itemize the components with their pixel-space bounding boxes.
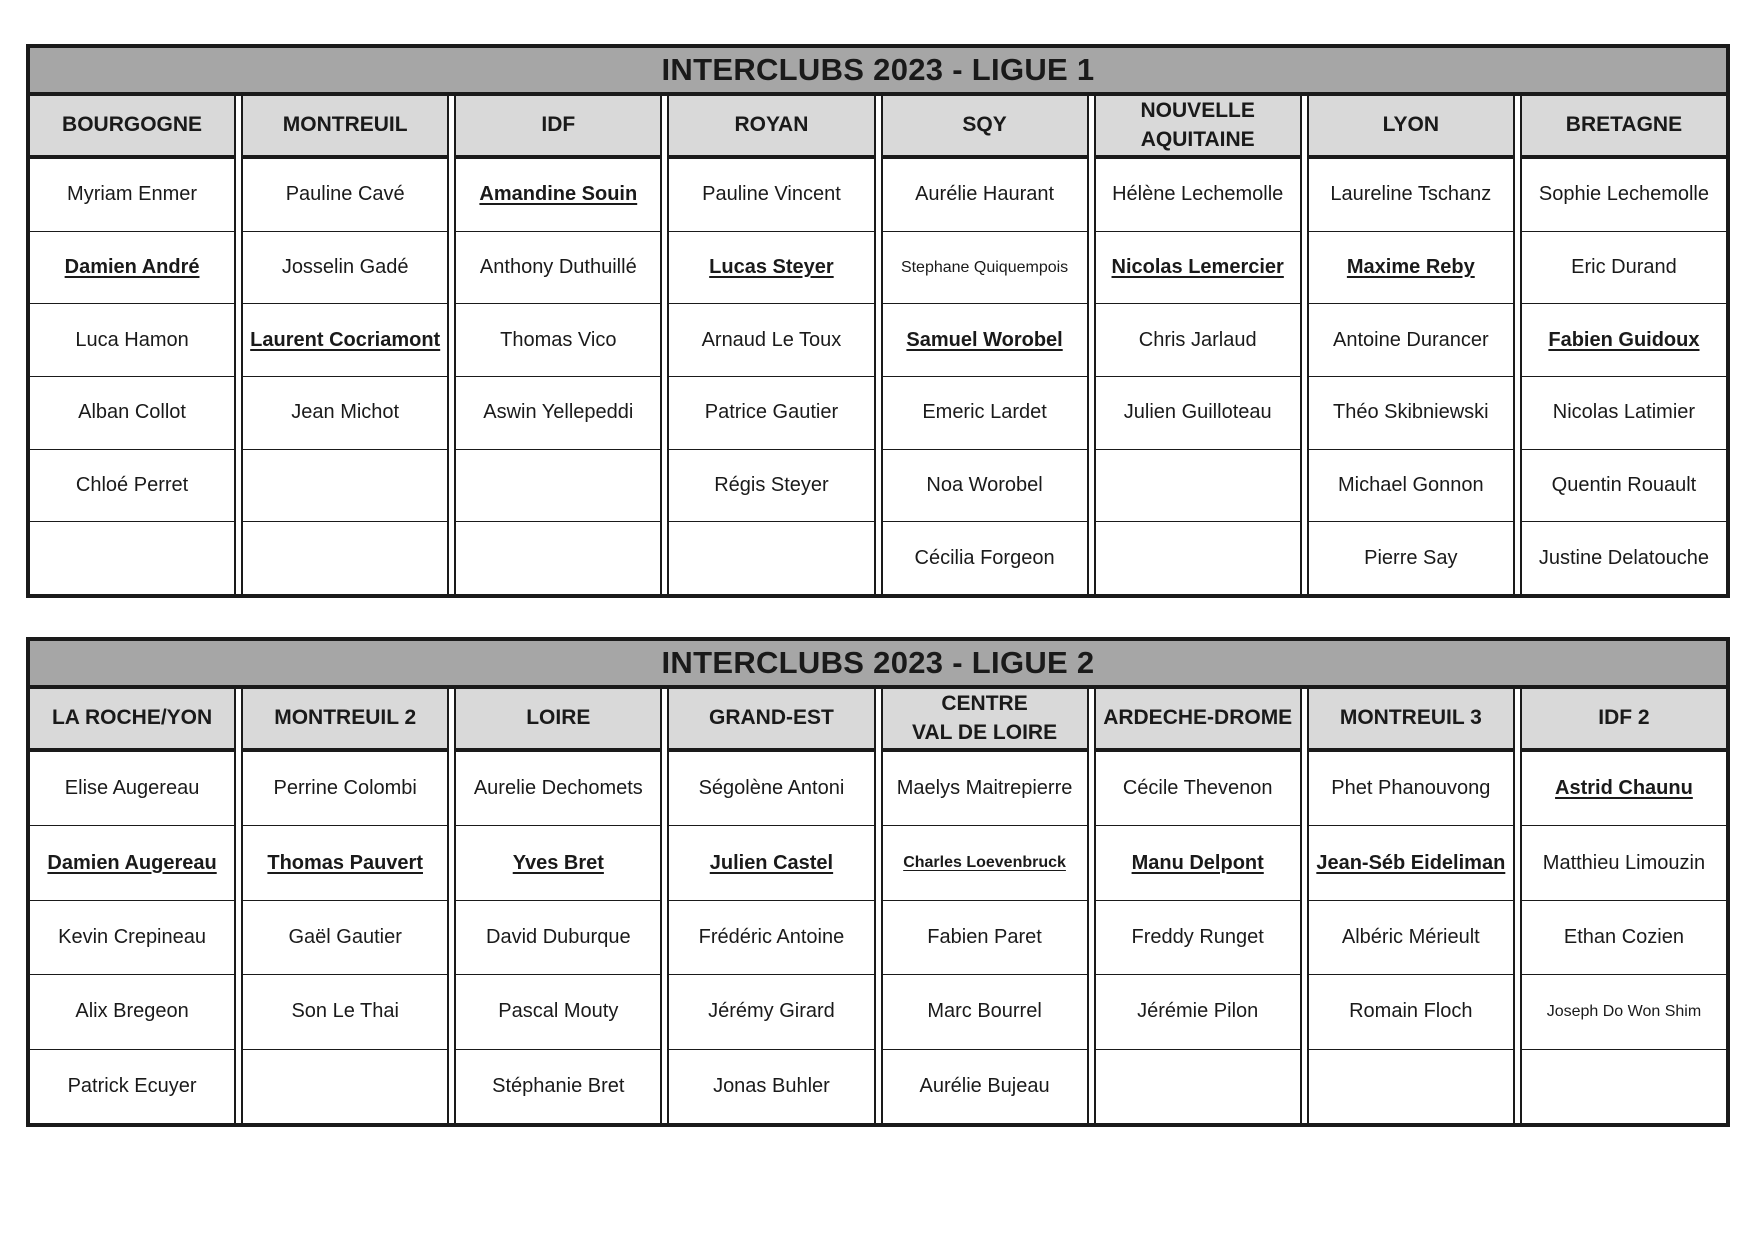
player-cell: Chloé Perret (30, 450, 234, 523)
player-cell-captain: Julien Castel (669, 826, 873, 900)
player-cell: Phet Phanouvong (1309, 752, 1513, 826)
team-name-header: SQY (883, 96, 1087, 159)
player-cell: Cécile Thevenon (1096, 752, 1300, 826)
player-cell: Antoine Durancer (1309, 304, 1513, 377)
player-cell: David Duburque (456, 901, 660, 975)
team-column (1307, 689, 1515, 1123)
player-cell: Thomas Vico (456, 304, 660, 377)
player-list (30, 159, 234, 594)
team-column (1520, 689, 1726, 1123)
player-list (1309, 159, 1513, 594)
player-cell-captain: Lucas Steyer (669, 232, 873, 305)
player-cell: Justine Delatouche (1538, 546, 1709, 569)
player-cell: Hélène Lechemolle (1096, 159, 1300, 232)
player-cell: Pascal Mouty (456, 975, 660, 1049)
team-column (881, 689, 1089, 1123)
player-list (1096, 752, 1300, 1123)
player-cell-captain: Fabien Guidoux (1522, 304, 1726, 377)
team-name-header: GRAND-EST (669, 689, 873, 752)
team-column (1094, 689, 1302, 1123)
player-cell: Jonas Buhler (713, 1074, 830, 1097)
player-cell: Anthony Duthuillé (456, 232, 660, 305)
empty-player-cell (456, 450, 660, 523)
team-name-header: IDF (456, 96, 660, 159)
player-list (1522, 159, 1726, 594)
player-list (1309, 752, 1513, 1123)
team-name-header: NOUVELLE AQUITAINE (1096, 96, 1300, 159)
player-cell: Freddy Runget (1096, 901, 1300, 975)
player-cell: Aswin Yellepeddi (456, 377, 660, 450)
player-cell: Perrine Colombi (243, 752, 447, 826)
empty-player-cell (1096, 522, 1300, 594)
player-cell-captain: Nicolas Lemercier (1096, 232, 1300, 305)
team-name-header: LYON (1309, 96, 1513, 159)
player-cell: Régis Steyer (669, 450, 873, 523)
player-cell: Nicolas Latimier (1522, 377, 1726, 450)
player-cell: Matthieu Limouzin (1522, 826, 1726, 900)
player-cell: Jean Michot (243, 377, 447, 450)
player-cell: Emeric Lardet (883, 377, 1087, 450)
player-cell: Kevin Crepineau (30, 901, 234, 975)
team-column (241, 689, 449, 1123)
player-cell: Josselin Gadé (243, 232, 447, 305)
league-title: INTERCLUBS 2023 - LIGUE 1 (30, 48, 1726, 96)
player-cell: Ethan Cozien (1522, 901, 1726, 975)
team-name-header: LOIRE (456, 689, 660, 752)
player-cell: Quentin Rouault (1522, 450, 1726, 523)
player-cell-captain: Jean-Séb Eideliman (1309, 826, 1513, 900)
player-cell-captain: Charles Loevenbruck (883, 826, 1087, 900)
player-list (669, 752, 873, 1123)
empty-player-cell (1096, 450, 1300, 523)
empty-player-cell (243, 1050, 447, 1123)
player-list (243, 159, 447, 594)
team-name-header: MONTREUIL 3 (1309, 689, 1513, 752)
player-cell-captain: Manu Delpont (1096, 826, 1300, 900)
player-cell: Stéphanie Bret (492, 1074, 625, 1097)
team-name-header: BOURGOGNE (30, 96, 234, 159)
empty-player-cell (30, 522, 234, 594)
player-cell-captain: Maxime Reby (1309, 232, 1513, 305)
player-cell: Alban Collot (30, 377, 234, 450)
team-columns (30, 96, 1726, 594)
player-cell: Elise Augereau (30, 752, 234, 826)
player-cell: Jérémy Girard (669, 975, 873, 1049)
team-column (667, 96, 875, 594)
team-name-header: LA ROCHE/YON (30, 689, 234, 752)
player-list (883, 159, 1087, 594)
player-cell: Son Le Thai (243, 975, 447, 1049)
empty-player-cell (243, 522, 447, 594)
player-cell: Arnaud Le Toux (669, 304, 873, 377)
player-cell-captain: Damien André (30, 232, 234, 305)
team-column (881, 96, 1089, 594)
player-cell-captain: Yves Bret (456, 826, 660, 900)
empty-player-cell (669, 522, 873, 594)
player-cell: Noa Worobel (883, 450, 1087, 523)
player-cell: Patrice Gautier (669, 377, 873, 450)
player-cell: Chris Jarlaud (1096, 304, 1300, 377)
team-name-header: BRETAGNE (1522, 96, 1726, 159)
player-cell: Aurélie Bujeau (919, 1074, 1050, 1097)
team-columns (30, 689, 1726, 1123)
player-list (883, 752, 1087, 1123)
player-list (30, 752, 234, 1123)
player-list (456, 159, 660, 594)
player-cell: Aurelie Dechomets (456, 752, 660, 826)
team-name-header: IDF 2 (1522, 689, 1726, 752)
team-column (454, 96, 662, 594)
player-cell-captain: Astrid Chaunu (1522, 752, 1726, 826)
empty-player-cell (1096, 1050, 1300, 1123)
player-list (1522, 752, 1726, 1123)
player-list (456, 752, 660, 1123)
team-column (667, 689, 875, 1123)
player-cell: Sophie Lechemolle (1522, 159, 1726, 232)
player-cell: Albéric Mérieult (1309, 901, 1513, 975)
player-cell: Alix Bregeon (30, 975, 234, 1049)
player-cell: Maelys Maitrepierre (883, 752, 1087, 826)
player-cell: Jérémie Pilon (1096, 975, 1300, 1049)
empty-player-cell (1522, 1050, 1726, 1123)
team-name-header: MONTREUIL (243, 96, 447, 159)
empty-player-cell (243, 450, 447, 523)
team-column (30, 96, 236, 594)
player-cell: Patrick Ecuyer (67, 1074, 197, 1097)
team-name-header: MONTREUIL 2 (243, 689, 447, 752)
player-list (669, 159, 873, 594)
player-cell: Michael Gonnon (1309, 450, 1513, 523)
player-cell: Frédéric Antoine (669, 901, 873, 975)
player-cell: Fabien Paret (883, 901, 1087, 975)
team-column (1094, 96, 1302, 594)
player-cell: Luca Hamon (30, 304, 234, 377)
player-cell: Eric Durand (1522, 232, 1726, 305)
player-cell: Laureline Tschanz (1309, 159, 1513, 232)
team-column (30, 689, 236, 1123)
team-column (241, 96, 449, 594)
team-name-header: CENTRE VAL DE LOIRE (883, 689, 1087, 752)
player-cell: Gaël Gautier (243, 901, 447, 975)
league-title: INTERCLUBS 2023 - LIGUE 2 (30, 641, 1726, 689)
player-cell: Pauline Vincent (669, 159, 873, 232)
league-1-table (26, 44, 1730, 598)
team-column (1307, 96, 1515, 594)
team-name-header: ARDECHE-DROME (1096, 689, 1300, 752)
player-cell: Théo Skibniewski (1309, 377, 1513, 450)
empty-player-cell (456, 522, 660, 594)
player-cell: Marc Bourrel (883, 975, 1087, 1049)
empty-player-cell (1309, 1050, 1513, 1123)
player-list (1096, 159, 1300, 594)
player-cell-captain: Laurent Cocriamont (243, 304, 447, 377)
team-column (454, 689, 662, 1123)
player-cell: Myriam Enmer (30, 159, 234, 232)
player-list (243, 752, 447, 1123)
player-cell: Julien Guilloteau (1096, 377, 1300, 450)
player-cell: Stephane Quiquempois (883, 232, 1087, 305)
player-cell-captain: Thomas Pauvert (243, 826, 447, 900)
player-cell: Romain Floch (1309, 975, 1513, 1049)
player-cell-captain: Samuel Worobel (883, 304, 1087, 377)
team-column (1520, 96, 1726, 594)
player-cell: Aurélie Haurant (883, 159, 1087, 232)
team-name-header: ROYAN (669, 96, 873, 159)
player-cell: Cécilia Forgeon (914, 546, 1055, 569)
player-cell-captain: Amandine Souin (456, 159, 660, 232)
player-cell-captain: Damien Augereau (30, 826, 234, 900)
player-cell: Pauline Cavé (243, 159, 447, 232)
player-cell: Joseph Do Won Shim (1522, 975, 1726, 1049)
player-cell: Pierre Say (1364, 546, 1458, 569)
player-cell: Ségolène Antoni (669, 752, 873, 826)
league-2-table (26, 637, 1730, 1127)
